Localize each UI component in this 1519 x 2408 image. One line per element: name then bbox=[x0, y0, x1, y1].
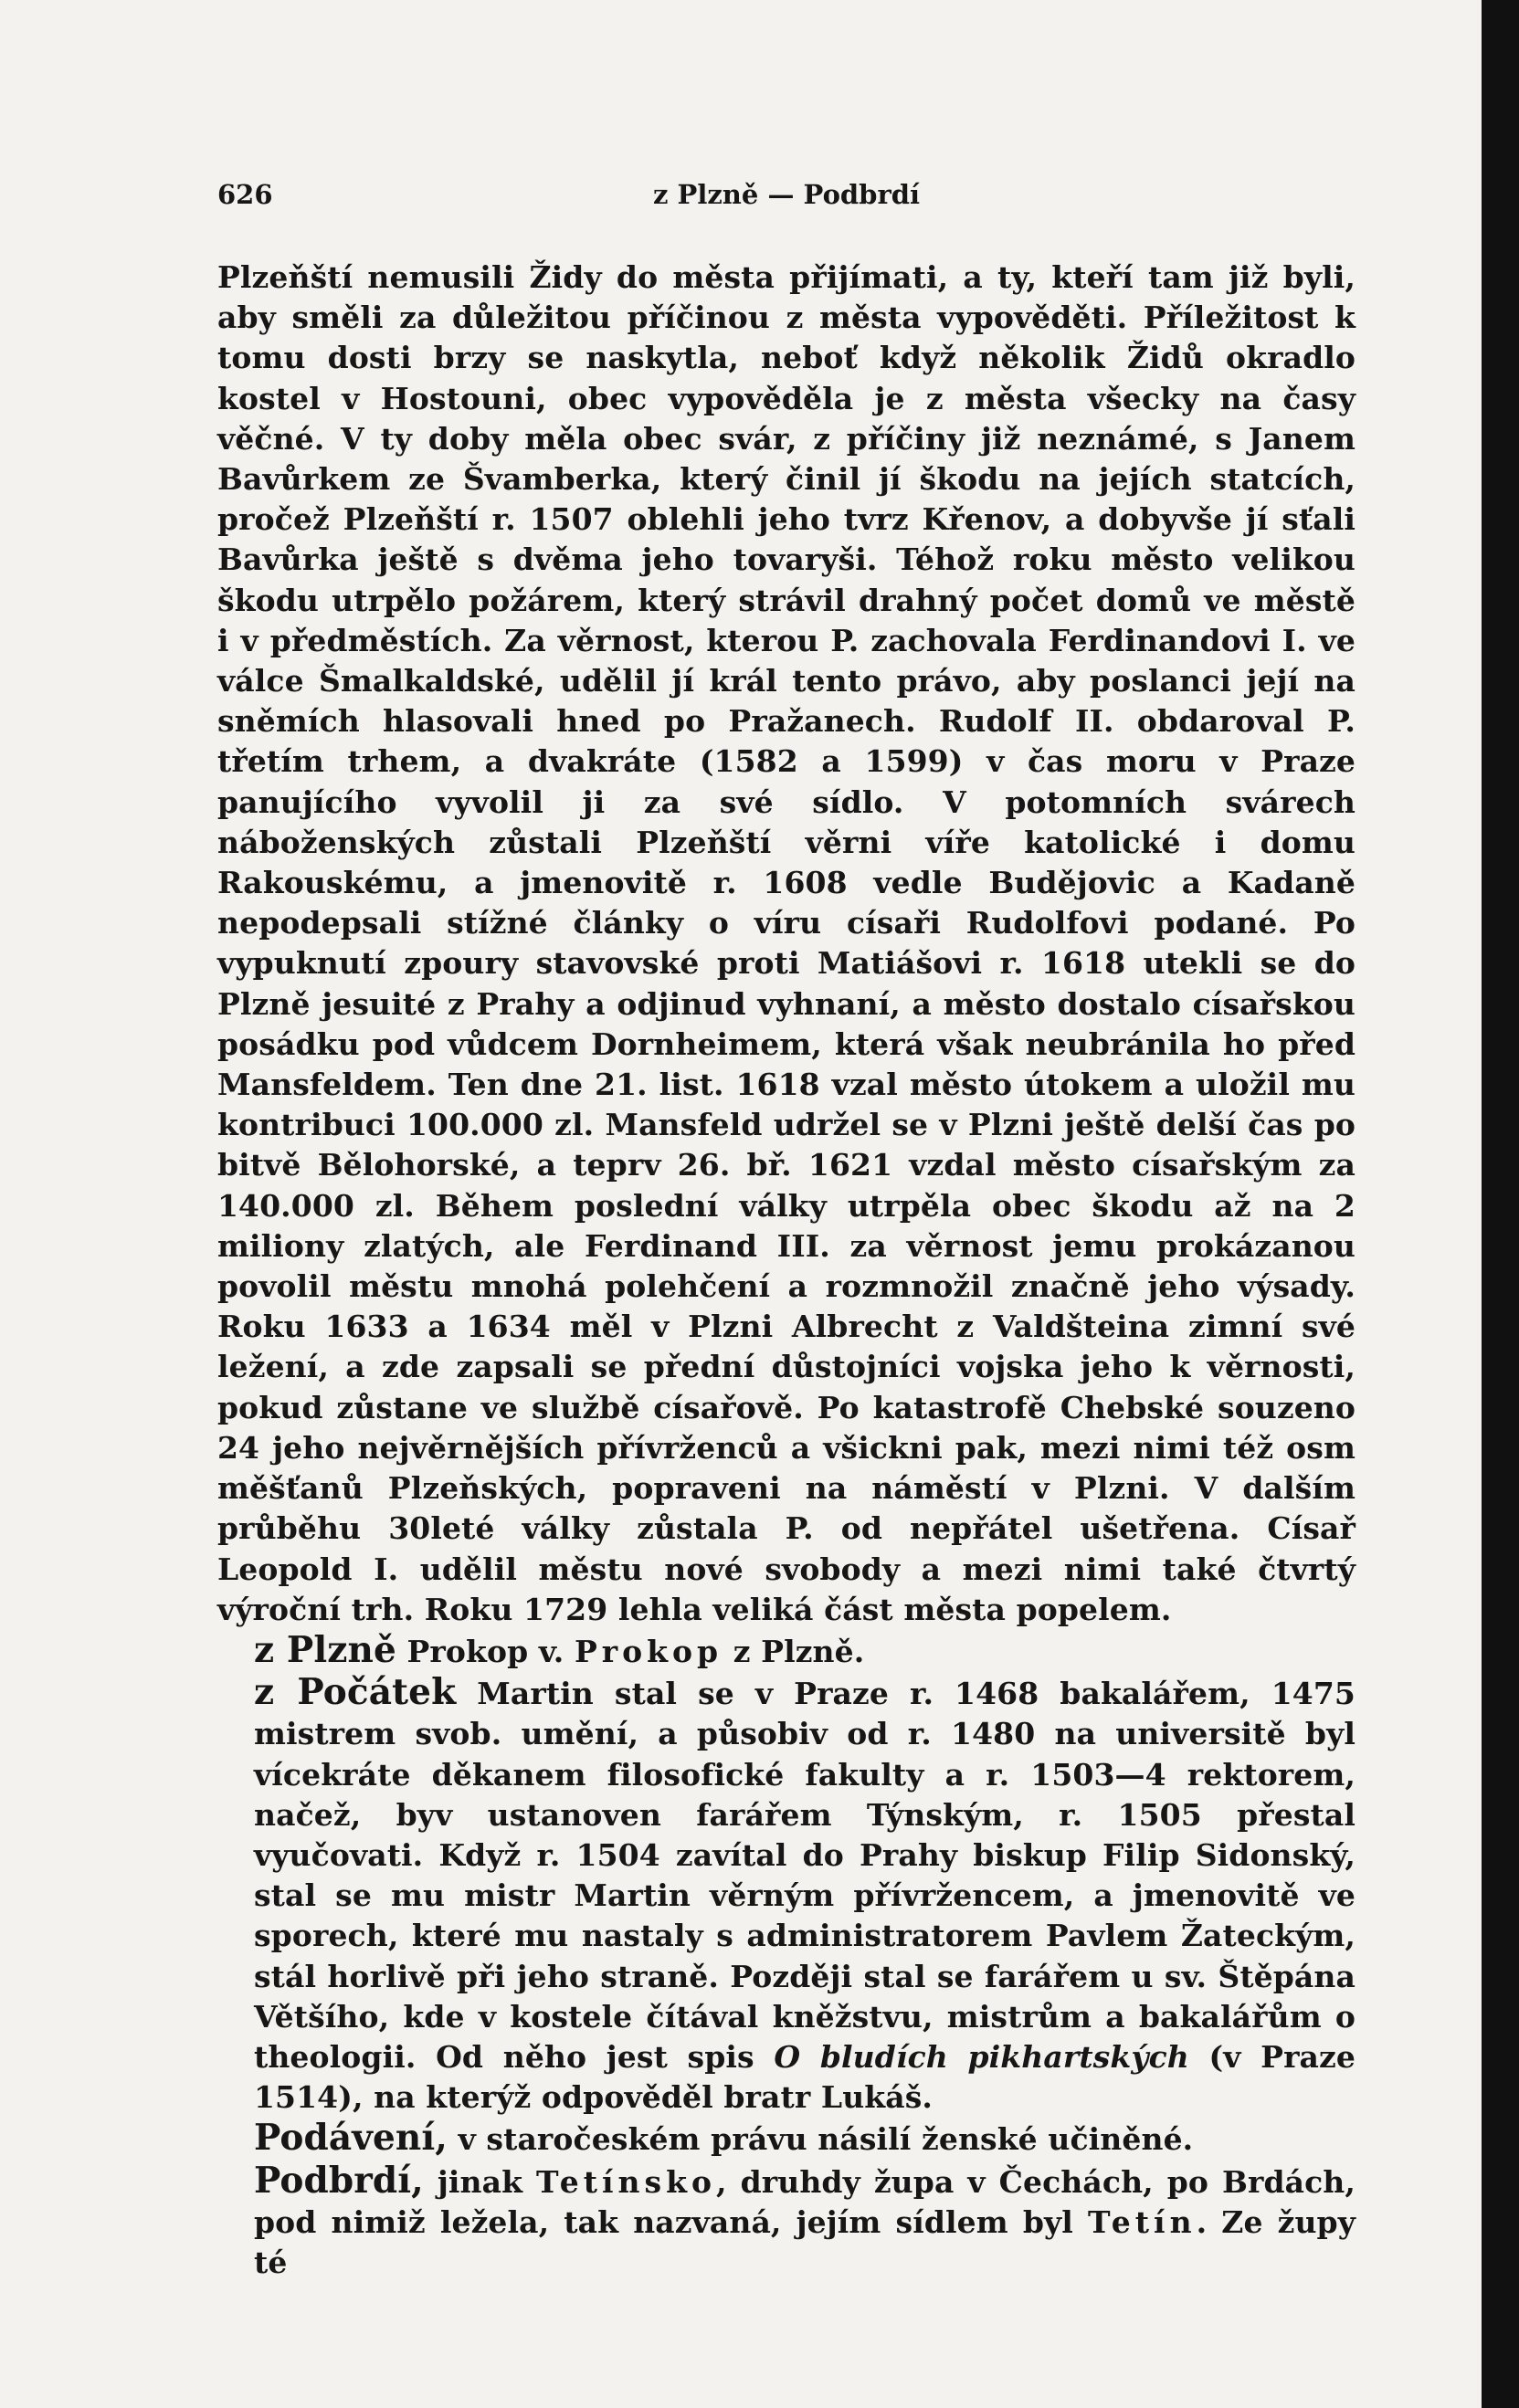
entry-text: (v Praze 1514), na kterýž odpověděl bratr Lukáš. bbox=[254, 2038, 1355, 2116]
entry-headword: z Počátek bbox=[254, 1671, 457, 1714]
entry-z-plzne bbox=[217, 1630, 1355, 1672]
spaced-place-name: Tetínsko bbox=[536, 2163, 717, 2200]
entry-text: , druhdy župa v Čechách, po Brdách, pod nimiž ležela, tak nazvaná, jejím sídlem byl bbox=[254, 2163, 1355, 2240]
entry-podbrdi bbox=[217, 2161, 1355, 2284]
entry-podaveni bbox=[217, 2118, 1355, 2160]
entry-text: jinak bbox=[437, 2163, 537, 2200]
entry-text: z Plzně. bbox=[723, 1633, 865, 1669]
body-text bbox=[217, 258, 1355, 2283]
page-content bbox=[217, 179, 1355, 2283]
entry-text: . Ze župy té bbox=[254, 2203, 1356, 2280]
entry-headword: z Plzně bbox=[254, 1628, 396, 1671]
running-head: z Plzně — Podbrdí bbox=[652, 179, 921, 210]
spaced-place-name: Tetín bbox=[1088, 2203, 1197, 2240]
entry-text: Martin stal se v Praze r. 1468 bakalářem, 1475 mistrem svob. umění, a působiv od r. 1480 na universitě byl vícekráte děkanem filosofické fakulty a r. 1503—4 rektorem, načež, byv ustanoven farářem Týnským, r. 1505 přestal vyučovati. Když r. 1504 zavítal do Prahy biskup Filip Sidonský, stal se mu mistr Martin věrným přívržencem, a jmenovitě ve sporech, které mu nastaly s administratorem Pavlem Žateckým, stál horlivě při jeho straně. Později stal se farářem u sv. Štěpána Většího, kde v kostele čítával kněžstvu, mistrům a bakalářům o theologii. Od něho jest spis bbox=[254, 1676, 1355, 2075]
book-title: O bludích pikhartských bbox=[774, 2038, 1189, 2075]
page-number: 626 bbox=[217, 179, 273, 210]
spaced-reference: Prokop bbox=[574, 1633, 723, 1669]
entry-headword: Podávení, bbox=[254, 2117, 448, 2160]
page-header bbox=[217, 179, 1355, 232]
entry-headword: Podbrdí, bbox=[254, 2159, 424, 2202]
article-continuation: Plzeňští nemusili Židy do města přijímati, a ty, kteří tam již byli, aby směli za důležitou příčinou z města vypověděti. Příležitost k tomu dosti brzy se naskytla, neboť když několik Židů okradlo kostel v Hostouni, obec vypověděla je z města všecky na časy věčné. V ty doby měla obec svár, z příčiny již neznámé, s Janem Bavůrkem ze Švamberka, který činil jí škodu na jejích statcích, pročež Plzeňští r. 1507 oblehli jeho tvrz Křenov, a dobyvše jí sťali Bavůrka ještě s dvěma jeho tovaryši. Téhož roku město velikou škodu utrpělo požárem, který strávil drahný počet domů ve městě i v předměstích. Za věrnost, kterou P. zachovala Ferdinandovi I. ve válce Šmalkaldské, udělil jí král tento právo, aby poslanci její na sněmích hlasovali hned po Pražanech. Rudolf II. obdaroval P. třetím trhem, a dvakráte (1582 a 1599) v čas moru v Praze panujícího vyvolil ji za své sídlo. V potomních svárech náboženských zůstali Plzeňští věrni víře katolické i domu Rakouskému, a jmenovitě r. 1608 vedle Budějovic a Kadaně nepodepsali stížné články o víru císaři Rudolfovi podané. Po vypuknutí zpoury stavovské proti Matiášovi r. 1618 utekli se do Plzně jesuité z Prahy a odjinud vyhnaní, a město dostalo císařskou posádku pod vůdcem Dornheimem, která však neubránila ho před Mansfeldem. Ten dne 21. list. 1618 vzal město útokem a uložil mu kontribuci 100.000 zl. Mansfeld udržel se v Plzni ještě delší čas po bitvě Bělohorské, a teprv 26. bř. 1621 vzdal město císařským za 140.000 zl. Během poslední války utrpěla obec škodu až na 2 miliony zlatých, ale Ferdinand III. za věrnost jemu prokázanou povolil městu mnohá polehčení a rozmnožil značně jeho výsady. Roku 1633 a 1634 měl v Plzni Albrecht z Valdšteina zimní své ležení, a zde zapsali se přední důstojníci vojska jeho k věrnosti, pokud zůstane ve službě císařově. Po katastrofě Chebské souzeno 24 jeho nejvěrnějších přívrženců a všickni pak, mezi nimi též osm měšťanů Plzeňských, popraveni na náměstí v Plzni. V dalším průběhu 30leté války zůstala P. od nepřátel ušetřena. Císař Leopold I. udělil městu nové svobody a mezi nimi také čtvrtý výroční trh. Roku 1729 lehla veliká část města popelem. bbox=[217, 259, 1355, 1627]
entry-z-pocatek bbox=[217, 1672, 1355, 2118]
entry-text: Prokop v. bbox=[406, 1633, 575, 1669]
entry-text: v staročeském právu násilí ženské učiněné. bbox=[458, 2121, 1194, 2158]
